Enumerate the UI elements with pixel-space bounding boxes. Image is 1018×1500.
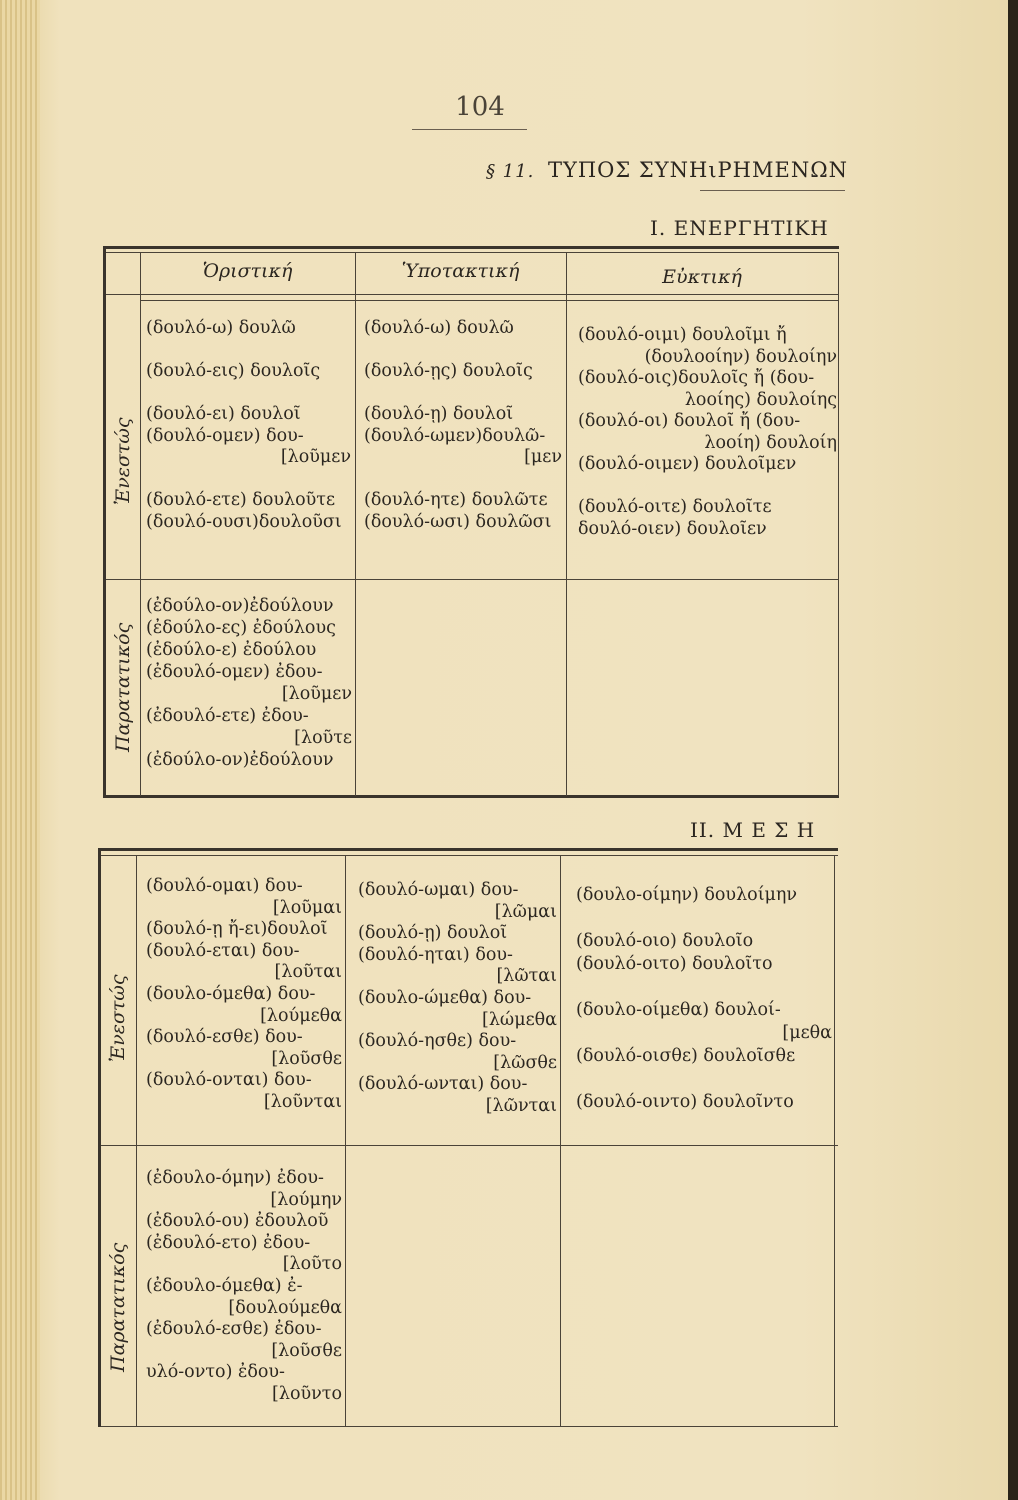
table1-label-divider (140, 252, 141, 796)
form-line: [λούμην (270, 1189, 342, 1210)
section-title: ΤΥΠΟΣ ΣΥΝΗιΡΗΜΕΝΩΝ (548, 158, 848, 182)
form-line: (δουλό-οιμεν) δουλοῖμεν (578, 454, 797, 474)
middle-present-optative (576, 884, 832, 1114)
form-line: [λῶται (496, 966, 557, 987)
form-line: [λούμεθα (260, 1005, 342, 1026)
middle-voice-title: II. Μ Ε Σ Η (690, 818, 816, 842)
form-line: (δουλό-ει) δουλοῖ (146, 404, 301, 424)
table1-col-divider-1 (355, 252, 356, 796)
form-line: (ἐδουλό-ετε) ἐδου- (146, 706, 309, 726)
form-line: (ἐδουλό-ετο) ἐδου- (146, 1232, 311, 1253)
form-line: λοοίη) δουλοίη (704, 432, 837, 453)
row-label-imperfect-middle: Παρατατικός (107, 1242, 129, 1372)
form-line: (ἐδουλο-όμεθα) ἐ- (146, 1275, 303, 1296)
form-line: (δουλό-οις)δουλοῖς ἤ (δου- (578, 368, 815, 388)
table2-top-border (98, 848, 838, 851)
form-line (364, 340, 562, 362)
form-line: (δουλό-ωμαι) δου- (358, 880, 519, 900)
table1-col-divider-2 (566, 252, 567, 796)
table1-top-border-inner (103, 252, 839, 253)
form-line: (δουλό-ομεν) δου- (146, 425, 304, 446)
form-line: λοοίης) δουλοίης (684, 389, 837, 410)
form-line: [μεν (524, 447, 562, 467)
form-line: (ἐδούλο-ες) ἐδούλους (146, 618, 336, 638)
form-line: (δουλό-ωμεν)δουλῶ- (364, 425, 546, 446)
form-line: (δουλό-οιτε) δουλοῖτε (578, 497, 772, 517)
form-line: (δουλό-ω) δουλῶ (146, 318, 296, 338)
table2-bottom-border (98, 1426, 838, 1427)
active-voice-title: I. ΕΝΕΡΓΗΤΙΚΗ (650, 216, 829, 240)
form-line: (ἐδουλό-ομεν) ἐδου- (146, 662, 323, 682)
form-line: (δουλό-ῃ) δουλοῖ (364, 404, 514, 424)
form-line: (δουλό-ονται) δου- (146, 1070, 312, 1091)
form-line: υλό-οντο) ἐδου- (146, 1362, 285, 1383)
table1-bottom-border (103, 795, 839, 798)
form-line: (δουλό-οι) δουλοῖ ἤ (δου- (578, 411, 801, 431)
section-number: § 11. (485, 161, 535, 182)
form-line: [λοῦμαι (272, 897, 342, 918)
form-line: (δουλό-ομαι) δου- (146, 876, 303, 896)
form-line (364, 383, 562, 405)
column-indicative: Ὁριστική (202, 260, 293, 282)
form-line (146, 469, 351, 491)
active-imperfect-indicative (146, 595, 352, 771)
form-line: (δουλό-ηται) δου- (358, 944, 513, 965)
form-line: (δουλό-εις) δουλοῖς (146, 361, 321, 381)
form-line: (δουλό-ητε) δουλῶτε (364, 490, 548, 510)
form-line: (δουλό-εσθε) δου- (146, 1027, 303, 1048)
table1-top-border (103, 246, 839, 249)
active-present-subjunctive (364, 318, 562, 533)
form-line (576, 907, 832, 930)
form-line: (δουλο-ώμεθα) δου- (358, 987, 532, 1008)
table2-top-border-inner (98, 855, 838, 856)
form-line: (δουλό-εται) δου- (146, 940, 300, 961)
form-line: (δουλό-ῃ ἤ-ει)δουλοῖ (146, 919, 328, 940)
active-present-indicative (146, 318, 351, 533)
middle-present-indicative (146, 876, 342, 1114)
form-line: (ἐδουλό-εσθε) ἐδου- (146, 1319, 322, 1340)
form-line (146, 383, 351, 405)
form-line: (δουλό-ουσι)δουλοῦσι (146, 511, 342, 532)
form-line: (δουλό-οιντο) δουλοῖντο (576, 1092, 794, 1112)
form-line (364, 469, 562, 491)
middle-imperfect-indicative (146, 1168, 342, 1406)
form-line: (δουλοοίην) δουλοίην (644, 346, 837, 367)
form-line: (δουλό-ωσι) δουλῶσι (364, 511, 552, 532)
section-heading (456, 158, 848, 182)
form-line: (δουλό-ω) δουλῶ (364, 318, 514, 338)
form-line: (δουλό-ῃ) δουλοῖ (358, 923, 508, 944)
table1-header-rule-inner (140, 300, 839, 301)
form-line: (δουλό-ετε) δουλοῦτε (146, 490, 336, 510)
form-line: [λῶμαι (494, 901, 557, 922)
page-number-rule (412, 129, 527, 130)
form-line: (δουλο-οίμην) δουλοίμην (576, 885, 798, 905)
form-line: [λώμεθα (482, 1009, 557, 1030)
table1-left-border (103, 248, 106, 796)
form-line: [λοῦτο (282, 1254, 342, 1275)
form-line: [λοῦμεν (280, 447, 351, 467)
table1-right-border (838, 252, 839, 796)
form-line: [λῶσθε (493, 1052, 557, 1073)
form-line: (ἐδούλο-ον)ἐδούλουν (146, 750, 334, 770)
table1-row-divider (103, 579, 839, 580)
table2-left-border (98, 850, 101, 1427)
form-line: [δουλούμεθα (228, 1297, 342, 1318)
table2-col-divider-1 (345, 855, 346, 1426)
row-label-present-active: Ἐνεστώς (112, 417, 134, 505)
form-line: (δουλό-ωνται) δου- (358, 1074, 528, 1095)
form-line: [μεθα (782, 1023, 832, 1043)
form-line: (δουλο-οίμεθα) δουλοί- (576, 1000, 781, 1020)
form-line: (δουλο-όμεθα) δου- (146, 983, 316, 1004)
page-number: 104 (455, 92, 505, 122)
table2-right-border (834, 855, 835, 1426)
form-line: [λοῦνται (263, 1091, 342, 1112)
form-line (576, 1068, 832, 1091)
column-optative: Εὐκτική (662, 266, 742, 288)
form-line: (δουλό-οισθε) δουλοῖσθε (576, 1046, 796, 1066)
form-line: [λοῦτε (294, 728, 352, 748)
form-line: (δουλό-οιτο) δουλοῖτο (576, 954, 773, 974)
form-line: (ἐδουλό-ου) ἐδουλοῦ (146, 1211, 329, 1232)
heading-rule (700, 190, 845, 191)
form-line (146, 340, 351, 362)
form-line (578, 476, 837, 498)
form-line (576, 976, 832, 999)
form-line: (ἐδούλο-ον)ἐδούλουν (146, 596, 334, 616)
form-line: (δουλό-ησθε) δου- (358, 1031, 517, 1052)
table2-row-divider (98, 1145, 838, 1146)
form-line: (δουλό-ῃς) δουλοῖς (364, 361, 533, 381)
active-present-optative (578, 325, 837, 540)
form-line: δουλό-οιεν) δουλοῖεν (578, 518, 767, 539)
form-line: (ἐδουλο-όμην) ἐδου- (146, 1168, 324, 1188)
form-line: [λῶνται (485, 1095, 557, 1116)
column-subjunctive: Ὑποτακτική (401, 260, 520, 282)
page-edges (0, 0, 40, 1500)
form-line: (δουλό-οιο) δουλοῖο (576, 931, 754, 951)
row-label-present-middle: Ἐνεστώς (107, 974, 129, 1062)
form-line: [λοῦντο (272, 1383, 342, 1404)
table1-header-rule (103, 294, 839, 295)
form-line: [λοῦσθε (271, 1340, 342, 1361)
form-line: [λοῦσθε (271, 1048, 342, 1069)
table2-label-divider (136, 855, 137, 1426)
form-line: [λοῦται (274, 962, 342, 983)
form-line: [λοῦμεν (281, 684, 352, 704)
middle-present-subjunctive (358, 880, 557, 1118)
table2-col-divider-2 (560, 855, 561, 1426)
form-line: (ἐδούλο-ε) ἐδούλου (146, 640, 317, 660)
form-line: (δουλό-οιμι) δουλοῖμι ἤ (578, 325, 787, 345)
row-label-imperfect-active: Παρατατικός (112, 622, 134, 752)
